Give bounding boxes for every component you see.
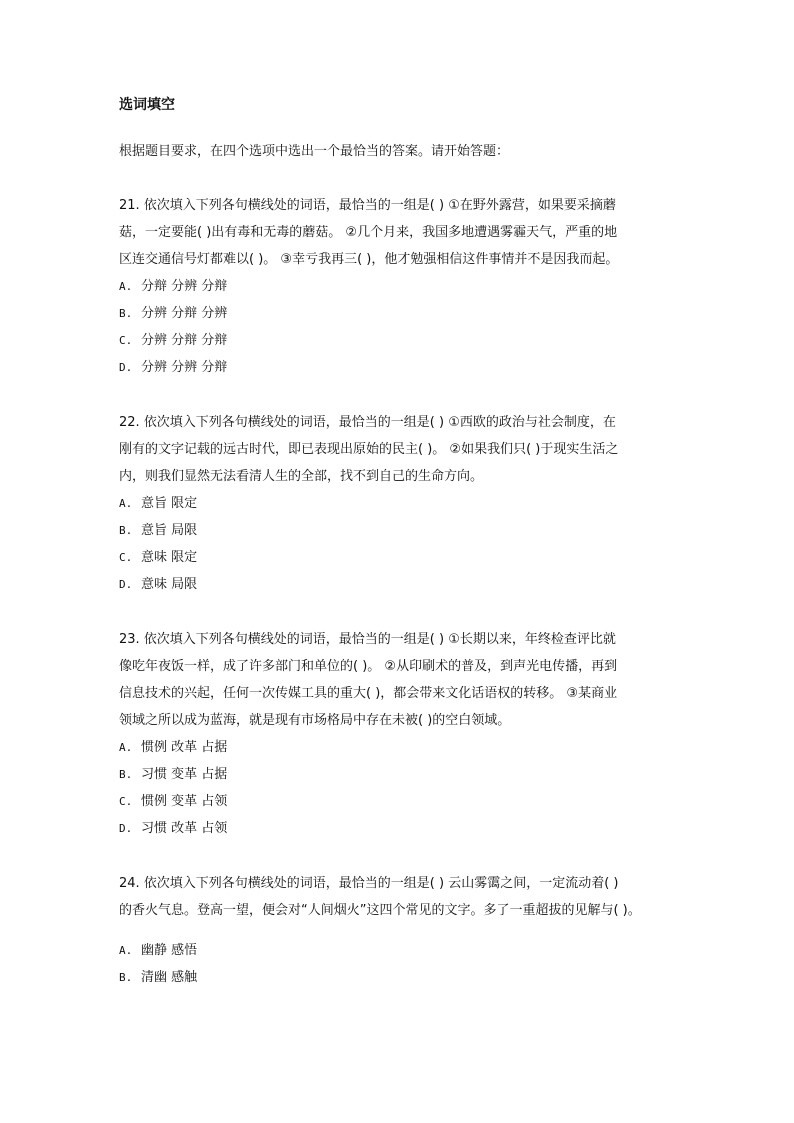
- option-b: [119, 968, 679, 995]
- spacer: [119, 928, 679, 941]
- option-b: [119, 765, 679, 792]
- option-letter: A.: [119, 944, 133, 957]
- option-a: [119, 941, 679, 968]
- option-text: 惯例 变革 占领: [141, 794, 228, 809]
- option-text: 分辨 分辨 分辩: [141, 360, 228, 375]
- question-text-line: 信息技术的兴起，任何一次传媒工具的重大( )，都会带来文化话语权的转移。 ③某商业: [119, 686, 618, 701]
- question-text-line: 21. 依次填入下列各句横线处的词语，最恰当的一组是( ) ①在野外露营，如果要采摘蘑: [119, 198, 616, 213]
- option-letter: B.: [119, 971, 133, 984]
- option-letter: A.: [119, 741, 133, 754]
- option-c: [119, 548, 679, 575]
- instructions: 根据题目要求，在四个选项中选出一个最恰当的答案。请开始答题：: [119, 144, 510, 159]
- question-23: [119, 630, 679, 846]
- option-text: 分辩 分辨 分辩: [141, 279, 228, 294]
- question-24: [119, 874, 679, 995]
- section-title: 选词填空: [119, 97, 175, 113]
- question-text-line: 22. 依次填入下列各句横线处的词语，最恰当的一组是( ) ①西欧的政治与社会制度，在: [119, 415, 616, 430]
- option-d: [119, 358, 679, 385]
- option-a: [119, 277, 679, 304]
- question-text-line: 菇，一定要能( )出有毒和无毒的蘑菇。 ②几个月来，我国多地遭遇雾霾天气，严重的地: [119, 225, 618, 240]
- option-letter: D.: [119, 578, 133, 591]
- option-text: 意味 限定: [141, 550, 198, 565]
- option-letter: C.: [119, 551, 133, 564]
- option-text: 习惯 改革 占领: [141, 821, 228, 836]
- option-letter: C.: [119, 334, 133, 347]
- question-text-line: 内，则我们显然无法看清人生的全部，找不到自己的生命方向。: [119, 469, 484, 484]
- option-letter: D.: [119, 822, 133, 835]
- option-d: [119, 575, 679, 602]
- question-21: [119, 196, 679, 385]
- option-letter: B.: [119, 307, 133, 320]
- question-text-line: 24. 依次填入下列各句横线处的词语，最恰当的一组是( ) 云山雾霭之间，一定流动着( ): [119, 876, 619, 891]
- option-text: 清幽 感触: [141, 970, 198, 985]
- option-b: [119, 521, 679, 548]
- option-letter: C.: [119, 795, 133, 808]
- option-text: 惯例 改革 占据: [141, 740, 228, 755]
- option-a: [119, 738, 679, 765]
- option-text: 意味 局限: [141, 577, 198, 592]
- option-text: 分辨 分辩 分辨: [141, 306, 228, 321]
- option-text: 习惯 变革 占据: [141, 767, 228, 782]
- option-d: [119, 819, 679, 846]
- option-letter: A.: [119, 497, 133, 510]
- option-a: [119, 494, 679, 521]
- question-text-line: 23. 依次填入下列各句横线处的词语，最恰当的一组是( ) ①长期以来，年终检查评比就: [119, 632, 616, 647]
- option-letter: B.: [119, 524, 133, 537]
- option-text: 意旨 限定: [141, 496, 198, 511]
- question-text-line: 的香火气息。登高一望，便会对“人间烟火”这四个常见的文字。多了一重超拔的见解与( )。: [119, 903, 641, 918]
- question-text-line: 区连交通信号灯都难以( )。 ③幸亏我再三( )，他才勉强相信这件事情并不是因我而起。: [119, 252, 619, 267]
- option-letter: A.: [119, 280, 133, 293]
- option-text: 分辨 分辩 分辩: [141, 333, 228, 348]
- question-text-line: 刚有的文字记载的远古时代，即已表现出原始的民主( )。 ②如果我们只( )于现实生活之: [119, 442, 619, 457]
- option-letter: D.: [119, 361, 133, 374]
- option-b: [119, 304, 679, 331]
- option-c: [119, 792, 679, 819]
- question-text-line: 像吃年夜饭一样，成了许多部门和单位的( )。 ②从印刷术的普及，到声光电传播，再到: [119, 659, 618, 674]
- option-text: 幽静 感悟: [141, 943, 198, 958]
- question-text-line: 领域之所以成为蓝海，就是现有市场格局中存在未被( )的空白领域。: [119, 713, 511, 728]
- question-22: [119, 413, 679, 602]
- option-c: [119, 331, 679, 358]
- option-letter: B.: [119, 768, 133, 781]
- option-text: 意旨 局限: [141, 523, 198, 538]
